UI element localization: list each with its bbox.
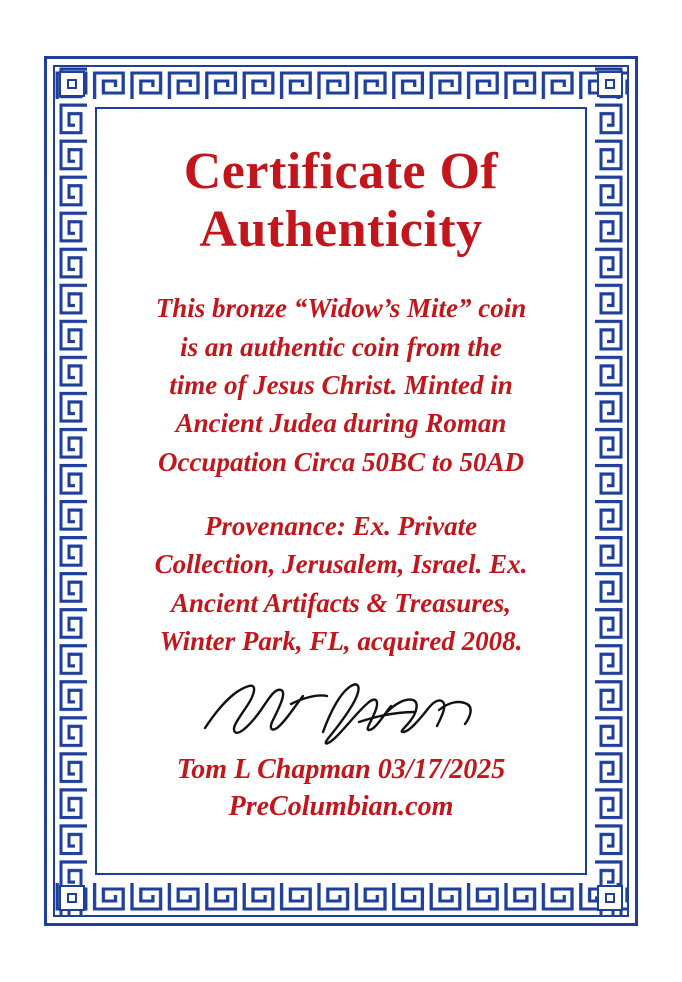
signer-name-and-date: Tom L Chapman 03/17/2025 [176,754,506,786]
body-line: time of Jesus Christ. Minted in [169,370,513,401]
certificate-body-text [150,289,533,481]
meander-right-band [593,67,627,915]
corner-ornament-bottom-right [597,885,623,911]
signature-image [107,666,575,750]
corner-ornament-top-right [597,71,623,97]
meander-top-band [55,67,627,101]
meander-bottom-band [55,881,627,915]
corner-ornament-top-left [59,71,85,97]
meander-left-band [55,67,89,915]
body-line: Ancient Judea during Roman [175,408,507,439]
provenance-line: Ancient Artifacts & Treasures, [170,587,512,618]
corner-ornament-bottom-left [59,885,85,911]
website-text: PreColumbian.com [228,791,454,823]
certificate-title-line-1: Certificate Of [183,143,499,200]
certificate-title-line-2: Authenticity [199,201,483,259]
greek-key-border-frame [53,65,629,917]
body-line: This bronze “Widow’s Mite” coin [155,293,527,324]
body-line: is an authentic coin from the [180,331,502,362]
certificate-provenance-text [151,507,532,660]
provenance-line: Collection, Jerusalem, Israel. Ex. [154,549,528,580]
certificate-outer-border [44,56,638,926]
certificate-content-panel [95,107,587,875]
provenance-line: Provenance: Ex. Private [204,511,478,542]
provenance-line: Winter Park, FL, acquired 2008. [159,626,523,657]
body-line: Occupation Circa 50BC to 50AD [157,446,524,477]
certificate-title [184,143,498,259]
